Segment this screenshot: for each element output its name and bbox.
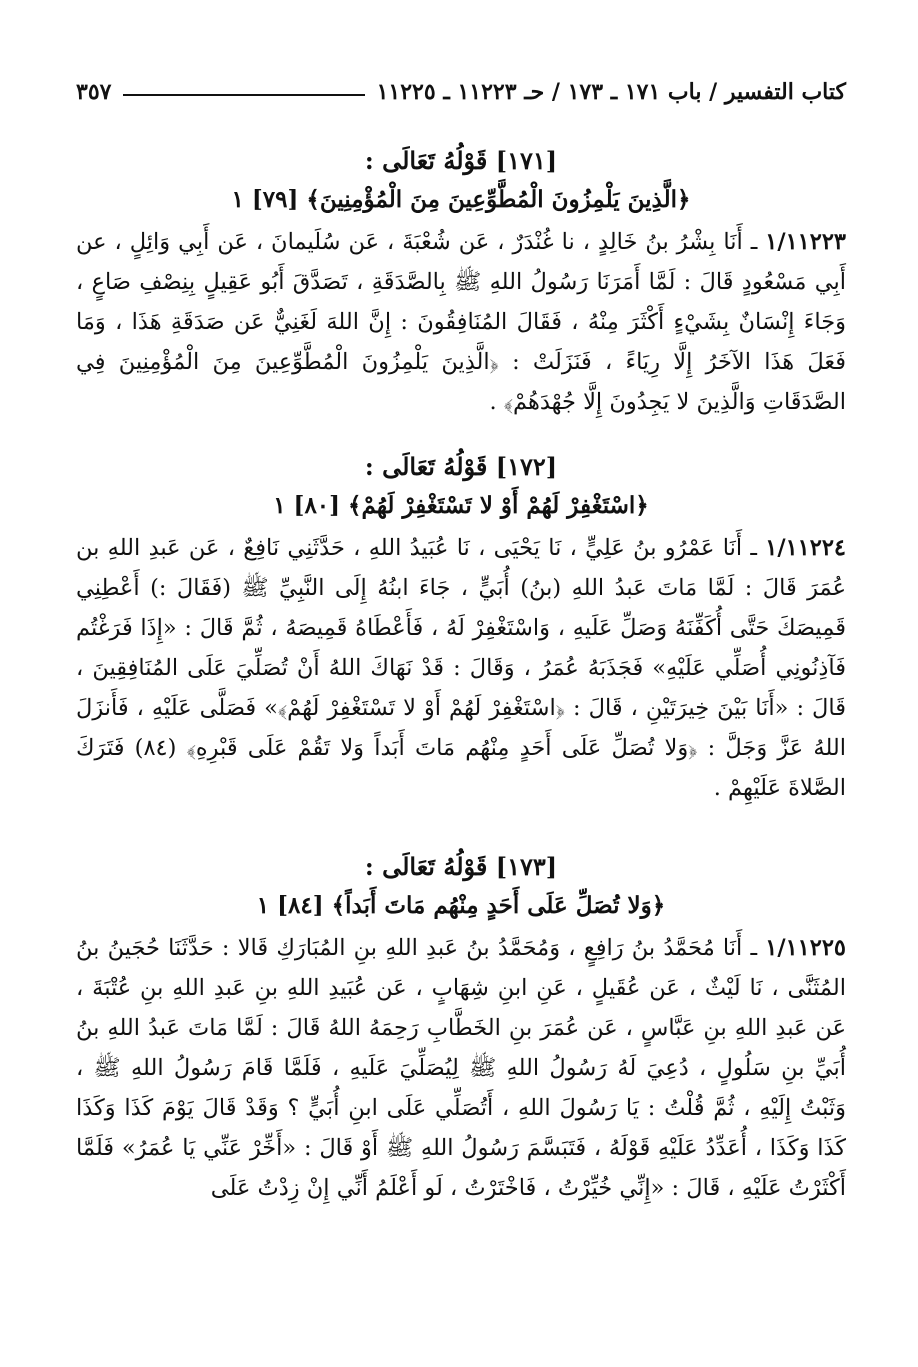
section-heading: [١٧٣] قَوْلُهُ تَعَالَى :: [364, 852, 558, 881]
hadith-paragraph: [76, 528, 846, 808]
hadith-text: ـ أَنَا مُحَمَّدُ بنُ رَافِعٍ ، وَمُحَمَّدُ بنُ عَبدِ اللهِ بنِ المُبَارَكِ قَالا : حَدَّثَنَا حُجَينُ بنُ المُثَنَّى ، نَا لَيْثٌ ، عَن عُقَيلٍ ، عَنِ ابنِ شِهَابٍ ، عَن عُبَيدِ اللهِ بنِ عَبدِ اللهِ بنِ عُتْبَةَ ، عَن عَبدِ اللهِ بنِ عَبَّاسٍ ، عَن عُمَرَ بنِ الخَطَّابِ رَحِمَهُ اللهُ قَالَ : لَمَّا مَاتَ عَبدُ اللهِ بنُ أُبَيِّ بنِ سَلُولٍ ، دُعِيَ لَهُ رَسُولُ اللهِ ﷺ لِيُصَلِّيَ عَلَيهِ ، فَلَمَّا قَامَ رَسُولُ اللهِ ﷺ ، وَثَبْتُ إِلَيْهِ ، ثُمَّ قُلْتُ : يَا رَسُولَ اللهِ ، أَتُصَلِّي عَلَى ابنِ أُبَيٍّ ؟ وَقَدْ قَالَ يَوْمَ كَذَا وَكَذَا كَذَا وَكَذَا ، أُعَدِّدُ عَلَيْهِ قَوْلَهُ ، فَتَبَسَّمَ رَسُولُ اللهِ ﷺ أَوْ قَالَ : «أَخِّرْ عَنِّي يَا عُمَرُ» فَلَمَّا أَكْثَرْتُ عَلَيْهِ ، قَالَ : «إِنِّي خُيِّرْتُ ، فَاخْتَرْتُ ، لَو أَعْلَمُ أَنِّي إِنْ زِدْتُ عَلَى: [76, 935, 846, 1201]
quran-verse: ﴿وَلا تُصَلِّ عَلَى أَحَدٍ مِنْهُم مَاتَ أَبَداً﴾ [٨٤] ١: [256, 892, 666, 919]
section-171: [76, 142, 846, 422]
section-heading: [١٧٢] قَوْلُهُ تَعَالَى :: [364, 452, 558, 481]
page-number: ٣٥٧: [76, 79, 112, 105]
hadith-number: ١/١١٢٢٤: [765, 535, 846, 561]
hadith-paragraph: [76, 928, 846, 1208]
hadith-text: ـ أَنَا بِشْرُ بنُ خَالِدٍ ، نا غُنْدَرٌ ، عَن شُعْبَةَ ، عَن سُلَيمانَ ، عَن أَبِي وَائِلٍ ، عن أَبِي مَسْعُودٍ قَالَ : لَمَّا أَمَرَنَا رَسُولُ اللهِ ﷺ بِالصَّدَقَةِ ، تَصَدَّقَ أَبُو عَقِيلٍ بِنِصْفِ صَاعٍ ، وَجَاءَ إِنْسَانٌ بِشَيْءٍ أَكْثَرَ مِنْهُ ، فَقَالَ المُنَافِقُونَ : إِنَّ اللهَ لَغَنِيٌّ عَن صَدَقَةِ هَذَا ، وَمَا فَعَلَ هَذَا الآخَرُ إِلَّا رِيَاءً ، فَنَزَلَتْ : ﴿الَّذِينَ يَلْمِزُونَ الْمُطَّوِّعِينَ مِنَ الْمُؤْمِنِينَ فِي الصَّدَقَاتِ وَالَّذِينَ لا يَجِدُونَ إِلَّا جُهْدَهُمْ﴾ .: [76, 229, 846, 415]
section-173: [76, 848, 846, 1208]
section-172: [76, 448, 846, 808]
section-heading: [١٧١] قَوْلُهُ تَعَالَى :: [364, 146, 558, 175]
hadith-paragraph: [76, 222, 846, 422]
hadith-number: ١/١١٢٢٣: [765, 229, 846, 255]
quran-verse: ﴿الَّذِينَ يَلْمِزُونَ الْمُطَّوِّعِينَ مِنَ الْمُؤْمِنِينَ﴾ [٧٩] ١: [231, 186, 691, 213]
header-rule: [123, 94, 364, 96]
page-header: [76, 70, 846, 114]
hadith-number: ١/١١٢٢٥: [765, 935, 846, 961]
quran-verse: ﴿اسْتَغْفِرْ لَهُمْ أَوْ لا تَسْتَغْفِرْ لَهُمْ﴾ [٨٠] ١: [273, 492, 649, 519]
running-title: كتاب التفسير / باب ١٧١ ـ ١٧٣ / حـ ١١٢٢٣ ـ ١١٢٢٥: [376, 79, 846, 105]
hadith-text: ـ أَنَا عَمْرُو بنُ عَلِيٍّ ، نَا يَحْيَى ، نَا عُبَيدُ اللهِ ، حَدَّثَنِي نَافِعٌ ، عَن عَبدِ اللهِ بن عُمَرَ قَالَ : لَمَّا مَاتَ عَبدُ اللهِ (بنُ) أُبَيٍّ ، جَاءَ ابنُهُ إِلَى النَّبِيِّ ﷺ (فَقَالَ :) أَعْطِنِي قَمِيصَكَ حَتَّى أُكَفِّنَهُ وَصَلِّ عَلَيهِ ، وَاسْتَغْفِرْ لَهُ ، فَأَعْطَاهُ قَمِيصَهُ ، ثُمَّ قَالَ : «إِذَا فَرَغْتُم فَآذِنُونِي أُصَلِّي عَلَيْهِ» فَجَذَبَهُ عُمَرُ ، وَقَالَ : قَدْ نَهَاكَ اللهُ أَنْ تُصَلِّيَ عَلَى المُنَافِقِينَ ، قَالَ : «أَنَا بَيْنَ خِيرَتَيْنِ ، قَالَ : ﴿اسْتَغْفِرْ لَهُمْ أَوْ لا تَسْتَغْفِرْ لَهُمْ﴾» فَصَلَّى عَلَيْهِ ، فَأَنزَلَ اللهُ عَزَّ وَجَلَّ : ﴿وَلا تُصَلِّ عَلَى أَحَدٍ مِنْهُم مَاتَ أَبَداً وَلا تَقُمْ عَلَى قَبْرِهِ﴾ (٨٤) فَتَرَكَ الصَّلاةَ عَلَيْهِمْ .: [76, 535, 846, 801]
